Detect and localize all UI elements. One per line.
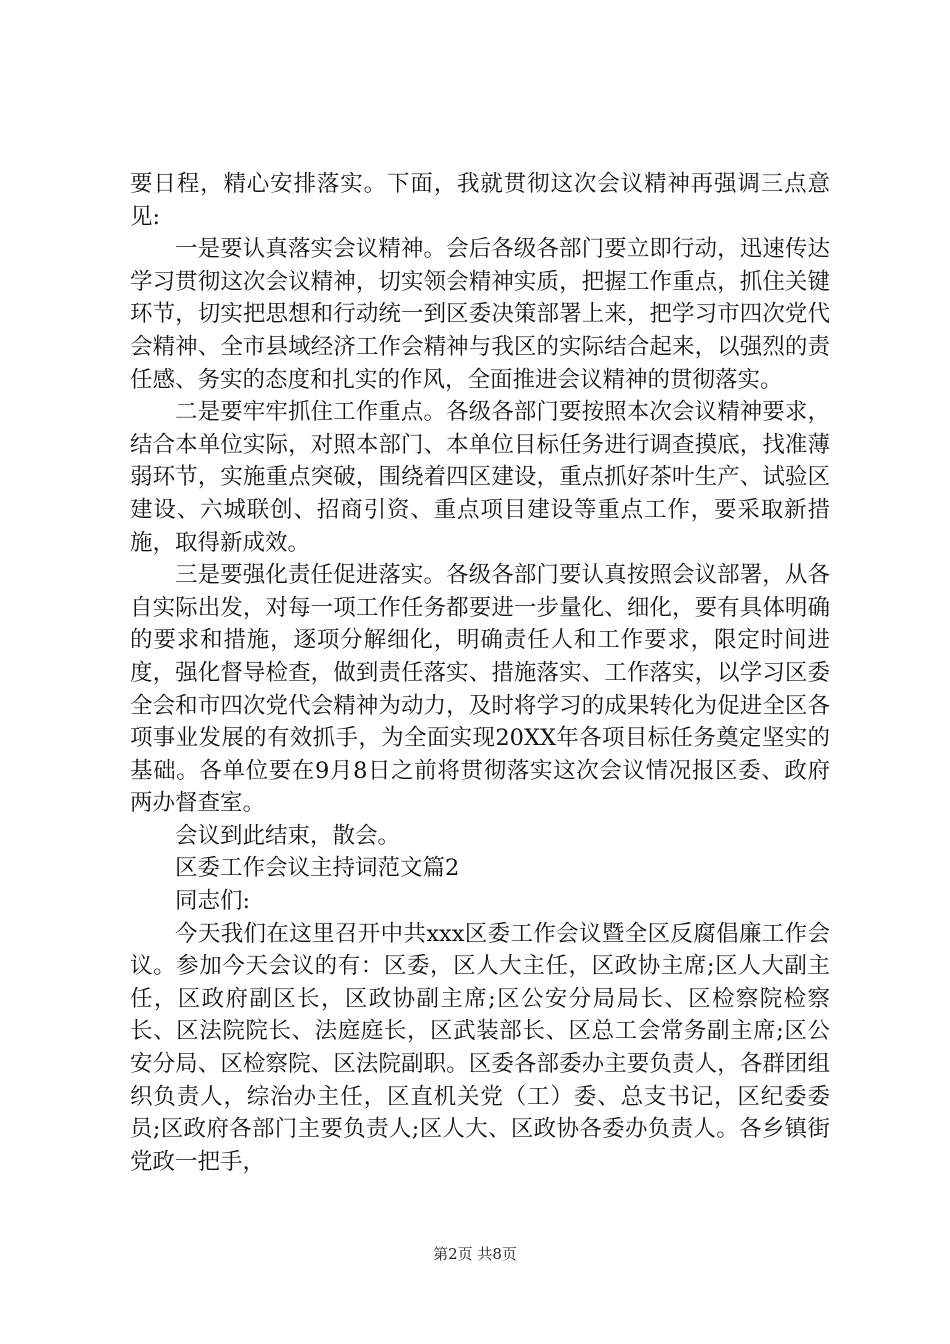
section-heading: 区委工作会议主持词范文篇2 xyxy=(175,855,460,882)
document-body xyxy=(130,168,830,1178)
paragraph-4: 三是要强化责任促进落实。各级各部门要认真按照会议部署，从各自实际出发，对每一项工作任务都要进一步量化、细化，要有具体明确的要求和措施，逐项分解细化，明确责任人和工作要求，限定时间进度，强化督导检查，做到责任落实、措施落实、工作落实，以学习区委全会和市四次党代会精神为动力，及时将学习的成果转化为促进全区各项事业发展的有效抓手，为全面实现20XX年各项目标任务奠定坚实的基础。各单位要在9月8日之前将贯彻落实这次会议情况报区委、政府两办督查室。 xyxy=(130,562,830,817)
paragraph-5: 会议到此结束，散会。 xyxy=(175,822,401,849)
paragraph-8: 今天我们在这里召开中共xxx区委工作会议暨全区反腐倡廉工作会议。参加今天会议的有：区委，区人大主任，区政协主席;区人大副主任，区政府副区长，区政协副主席;区公安分局局长、区检察院检察长、区法院院长、法庭庭长，区武装部长、区总工会常务副主席;区公安分局、区检察院、区法院副职。区委各部委办主要负责人，各群团组织负责人，综治办主任，区直机关党（工）委、总支书记，区纪委委员;区政府各部门主要负责人;区人大、区政协各委办负责人。各乡镇街党政一把手， xyxy=(130,920,830,1175)
paragraph-1: 要日程，精心安排落实。下面，我就贯彻这次会议精神再强调三点意见: xyxy=(130,171,830,230)
salutation: 同志们: xyxy=(175,888,251,915)
paragraph-3: 二是要牢牢抓住工作重点。各级各部门要按照本次会议精神要求，结合本单位实际，对照本部门、本单位目标任务进行调查摸底，找准薄弱环节，实施重点突破，围绕着四区建设，重点抓好茶叶生产、试验区建设、六城联创、招商引资、重点项目建设等重点工作，要采取新措施，取得新成效。 xyxy=(130,399,830,556)
paragraph-2: 一是要认真落实会议精神。会后各级各部门要立即行动，迅速传达学习贯彻这次会议精神，切实领会精神实质，把握工作重点，抓住关键环节，切实把思想和行动统一到区委决策部署上来，把学习市四次党代会精神、全市县域经济工作会精神与我区的实际结合起来，以强烈的责任感、务实的态度和扎实的作风，全面推进会议精神的贯彻落实。 xyxy=(130,236,830,393)
page-number-footer: 第2页 共8页 xyxy=(433,1245,517,1263)
